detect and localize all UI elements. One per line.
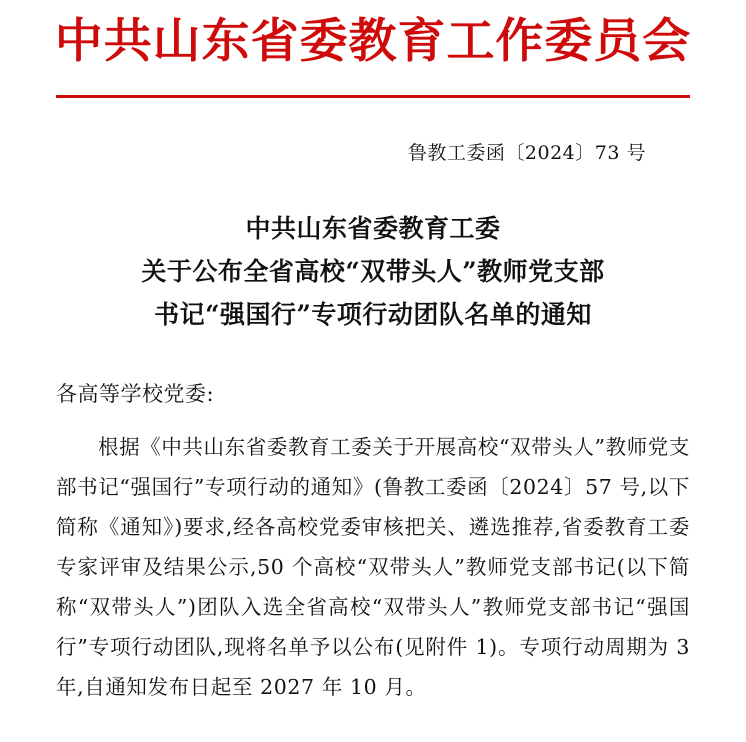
letterhead-divider <box>56 95 690 98</box>
letterhead-organization: 中共山东省委教育工作委员会 <box>54 14 692 69</box>
letterhead <box>56 0 690 98</box>
document-title-line-1: 中共山东省委教育工委 <box>245 214 501 244</box>
document-body <box>56 378 690 707</box>
document-title <box>56 207 690 336</box>
salutation: 各高等学校党委: <box>56 382 215 407</box>
document-number: 鲁教工委函〔2024〕73 号 <box>407 142 646 165</box>
body-paragraph: 根据《中共山东省委教育工委关于开展高校“双带头人”教师党支部书记“强国行”专项行动的通知》(鲁教工委函〔2024〕57 号,以下简称《通知》)要求,经各高校党委审核把关、遴选推荐,省委教育工委专家评审及结果公示,50 个高校“双带头人”教师党支部书记(以下简称“双带头人”)团队入选全省高校“双带头人”教师党支部书记“强国行”专项行动团队,现将名单予以公布(见附件 1)。专项行动周期为 3 年,自通知发布日起至 2027 年 10 月。 <box>56 435 690 699</box>
document-number-row <box>56 138 690 165</box>
document-title-line-3: 书记“强国行”专项行动团队名单的通知 <box>154 300 592 330</box>
document-title-line-2: 关于公布全省高校“双带头人”教师党支部 <box>141 257 605 287</box>
